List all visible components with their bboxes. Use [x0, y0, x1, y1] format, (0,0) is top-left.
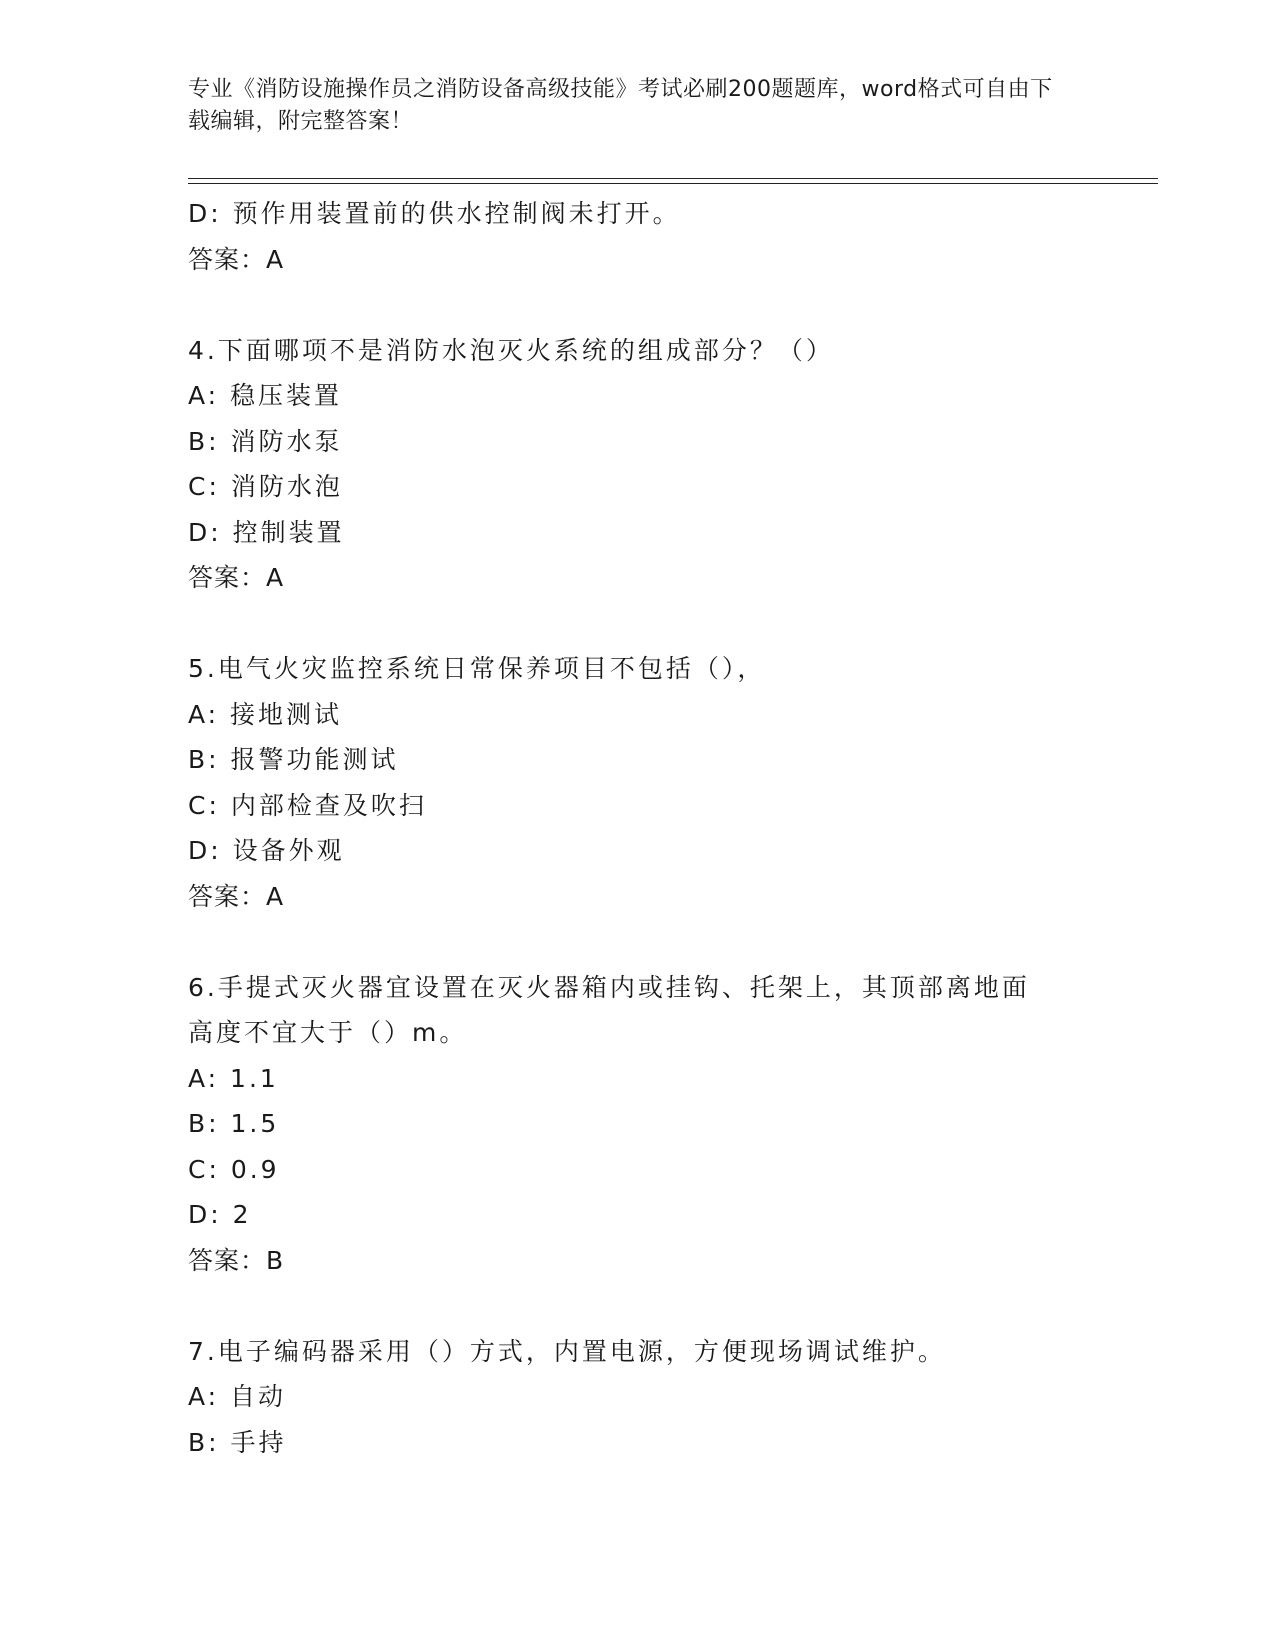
answer: 答案：B — [188, 1245, 285, 1275]
spacer — [188, 601, 1088, 647]
option-a: A: 1.1 — [188, 1063, 279, 1093]
header-rule-bottom — [188, 183, 1158, 184]
question-stem: 7.电子编码器采用（）方式，内置电源，方便现场调试维护。 — [188, 1336, 946, 1366]
option-d: D: 2 — [188, 1200, 252, 1229]
spacer — [188, 1283, 1088, 1329]
spacer — [188, 919, 1088, 965]
answer: 答案：A — [188, 881, 285, 911]
option-d: D: 设备外观 — [188, 836, 345, 865]
header-rule-top — [188, 178, 1158, 179]
option-b: B: 报警功能测试 — [188, 745, 399, 774]
option-b: B: 消防水泵 — [188, 426, 343, 456]
option-a: A: 稳压装置 — [188, 381, 343, 410]
question-list — [188, 191, 1088, 1465]
question-stem: 6.手提式灭火器宜设置在灭火器箱内或挂钩、托架上，其顶部离地面 — [188, 972, 1030, 1002]
option-c: C: 消防水泡 — [188, 472, 343, 501]
option-a: A: 自动 — [188, 1382, 287, 1411]
option-c: C: 0.9 — [188, 1154, 280, 1184]
answer: 答案：A — [188, 563, 285, 592]
option-a: A: 接地测试 — [188, 699, 343, 729]
option-d: D: 预作用装置前的供水控制阀未打开。 — [188, 199, 681, 228]
question-stem: 4.下面哪项不是消防水泡灭火系统的组成部分？（） — [188, 335, 834, 365]
question-stem: 5.电气火灾监控系统日常保养项目不包括（）， — [188, 654, 766, 683]
option-b: B: 1.5 — [188, 1109, 280, 1138]
question-stem-continued: 高度不宜大于（）m。 — [188, 1018, 468, 1047]
document-header — [188, 74, 1068, 138]
option-b: B: 手持 — [188, 1427, 287, 1457]
option-d: D: 控制装置 — [188, 517, 345, 547]
option-c: C: 内部检查及吹扫 — [188, 790, 427, 820]
spacer — [188, 282, 1088, 328]
answer: 答案：A — [188, 244, 285, 274]
header-title: 专业《消防设施操作员之消防设备高级技能》考试必刷200题题库，word格式可自由下载编辑，附完整答案！ — [188, 77, 1053, 134]
